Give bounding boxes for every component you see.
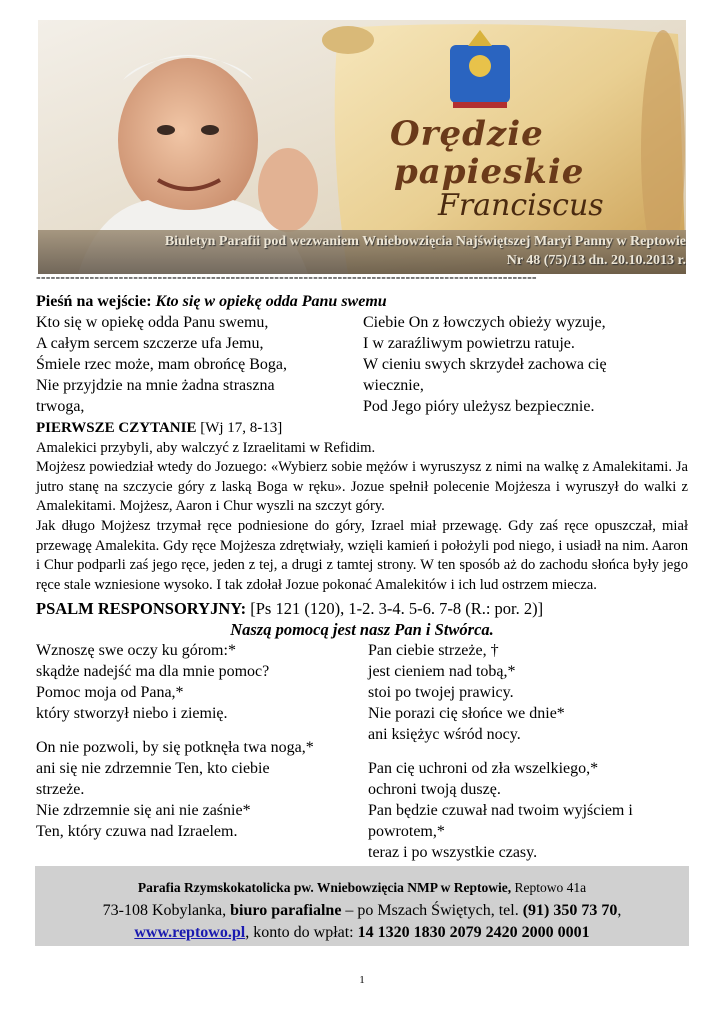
footer-parish-line (35, 880, 689, 896)
parish-footer (35, 866, 689, 946)
psalm-right-line: jest cieniem nad tobą,* (368, 663, 516, 680)
hymn-left-line: trwoga, (36, 398, 85, 415)
hymn-right-line: Ciebie On z łowczych obieży wyzuje, (363, 314, 606, 331)
footer-account-number: 14 1320 1830 2079 2420 2000 0001 (357, 924, 590, 941)
footer-account-label: , konto do wpłat: (245, 924, 354, 941)
reading-reference: [Wj 17, 8-13] (200, 420, 283, 436)
hymn-left-line: Kto się w opiekę odda Panu swemu, (36, 314, 269, 331)
psalm-right-line: stoi po twojej prawicy. (368, 684, 514, 701)
psalm-right-line: ochroni twoją duszę. (368, 781, 501, 798)
website-link[interactable]: www.reptowo.pl (134, 924, 246, 941)
reading-paragraph-2: Jak długo Mojżesz trzymał ręce podniesione do góry, Izrael miał przewagę. Gdy zaś ręce opuszczał, miał przewagę Amalekita. Gdy ręce Mojżesza zdrętwiały, wzięli kamień i położyli pod niego, i usiadł na nim. Aaron i Chur podparli zaś jego ręce, jeden z tej, a drugi z tamtej strony. W ten sposób aż do zachodu słońca były jego ręce stale wzniesione wysoko. I tak zdołał Jozue pokonać Amalekitów i ich lud ostrzem miecza. (36, 518, 688, 593)
footer-comma: , (617, 902, 622, 919)
psalm-reference: [Ps 121 (120), 1-2. 3-4. 5-6. 7-8 (R.: por. 2)] (250, 599, 544, 618)
reading-intro: Amalekici przybyli, aby walczyć z Izraelitami w Refidim. (36, 440, 376, 456)
page-number: 1 (359, 974, 365, 986)
hymn-heading (36, 291, 387, 312)
psalm-heading (36, 598, 543, 619)
reading-heading-label: PIERWSZE CZYTANIE (36, 420, 197, 436)
psalm-left-line: Pomoc moja od Pana,* (36, 684, 184, 701)
issue-number: Nr 48 (75)/13 dn. 20.10.2013 r. (506, 253, 686, 268)
hymn-left-line: Nie przyjdzie na mnie żadna straszna (36, 377, 275, 394)
psalm-right-line: teraz i po wszystkie czasy. (368, 844, 538, 861)
hymn-heading-label: Pieśń na wejście: (36, 293, 152, 310)
footer-office-label: biuro parafialne (230, 902, 342, 919)
psalm-left-line: Ten, który czuwa nad Izraelem. (36, 823, 238, 840)
scroll-title-line1: Orędzie (390, 114, 544, 154)
psalm-left-line: skądże nadejść ma dla mnie pomoc? (36, 663, 270, 680)
psalm-right-line: Pan będzie czuwał nad twoim wyjściem i (368, 802, 633, 819)
psalm-left-line: On nie pozwoli, by się potknęła twa noga,* (36, 739, 314, 756)
scroll-title-line2: papieskie (394, 152, 585, 192)
psalm-right-line: ani księżyc wśród nocy. (368, 726, 521, 743)
scroll-signature: Franciscus (438, 188, 604, 223)
psalm-left-line: który stworzył niebo i ziemię. (36, 705, 228, 722)
psalm-right-line: Pan ciebie strzeże, † (368, 642, 499, 659)
hymn-right-line: W cieniu swych skrzydeł zachowa cię (363, 356, 607, 373)
hymn-left-line: Śmiele rzec może, mam obrońcę Boga, (36, 356, 288, 373)
hymn-heading-title: Kto się w opiekę odda Panu swemu (155, 293, 387, 310)
hymn-left-line: A całym sercem szczerze ufa Jemu, (36, 335, 264, 352)
footer-address: Reptowo 41a (514, 880, 587, 895)
footer-postal: 73-108 Kobylanka, (102, 902, 227, 919)
psalm-heading-label: PSALM RESPONSORYJNY: (36, 599, 247, 618)
psalm-left-line: strzeże. (36, 781, 85, 798)
psalm-right-line: Nie porazi cię słońce we dnie* (368, 705, 565, 722)
reading-paragraph-1: Mojżesz powiedział wtedy do Jozuego: «Wybierz sobie mężów i wyruszysz z nimi na walkę z Amalekitami. Ja jutro stanę na szczycie góry z laską Boga w ręku». Jozue spełnił polecenie Mojżesza i wyruszył do walki z Amalekitami. Mojżesz, Aaron i Chur wyszli na szczyt góry. (36, 459, 688, 515)
footer-parish-name: Parafia Rzymskokatolicka pw. Wniebowzięcia NMP w Reptowie, (137, 880, 512, 895)
psalm-right-line: powrotem,* (368, 823, 445, 840)
hymn-right-line: I w zaraźliwym powietrzu ratuje. (363, 335, 575, 352)
hymn-right-line: wiecznie, (363, 377, 424, 394)
bulletin-title: Biuletyn Parafii pod wezwaniem Wniebowzięcia Najświętszej Maryi Panny w Reptowie (164, 234, 686, 249)
footer-office-line (35, 902, 689, 920)
psalm-refrain: Naszą pomocą jest nasz Pan i Stwórca. (230, 620, 494, 639)
header-banner (38, 20, 686, 274)
reading-heading (36, 418, 282, 439)
psalm-left-line: Wznoszę swe oczy ku górom:* (36, 642, 236, 659)
footer-office-text: – po Mszach Świętych, tel. (345, 902, 519, 919)
separator-line: ------------------------------------------------------------------------------------------------------- (36, 270, 537, 285)
footer-phone: (91) 350 73 70 (522, 902, 618, 919)
psalm-right-line: Pan cię uchroni od zła wszelkiego,* (368, 760, 599, 777)
psalm-left-line: Nie zdrzemnie się ani nie zaśnie* (36, 802, 251, 819)
hymn-right-line: Pod Jego pióry uleżysz bezpiecznie. (363, 398, 595, 415)
footer-account-line (35, 924, 689, 942)
psalm-left-line: ani się nie zdrzemnie Ten, kto ciebie (36, 760, 270, 777)
